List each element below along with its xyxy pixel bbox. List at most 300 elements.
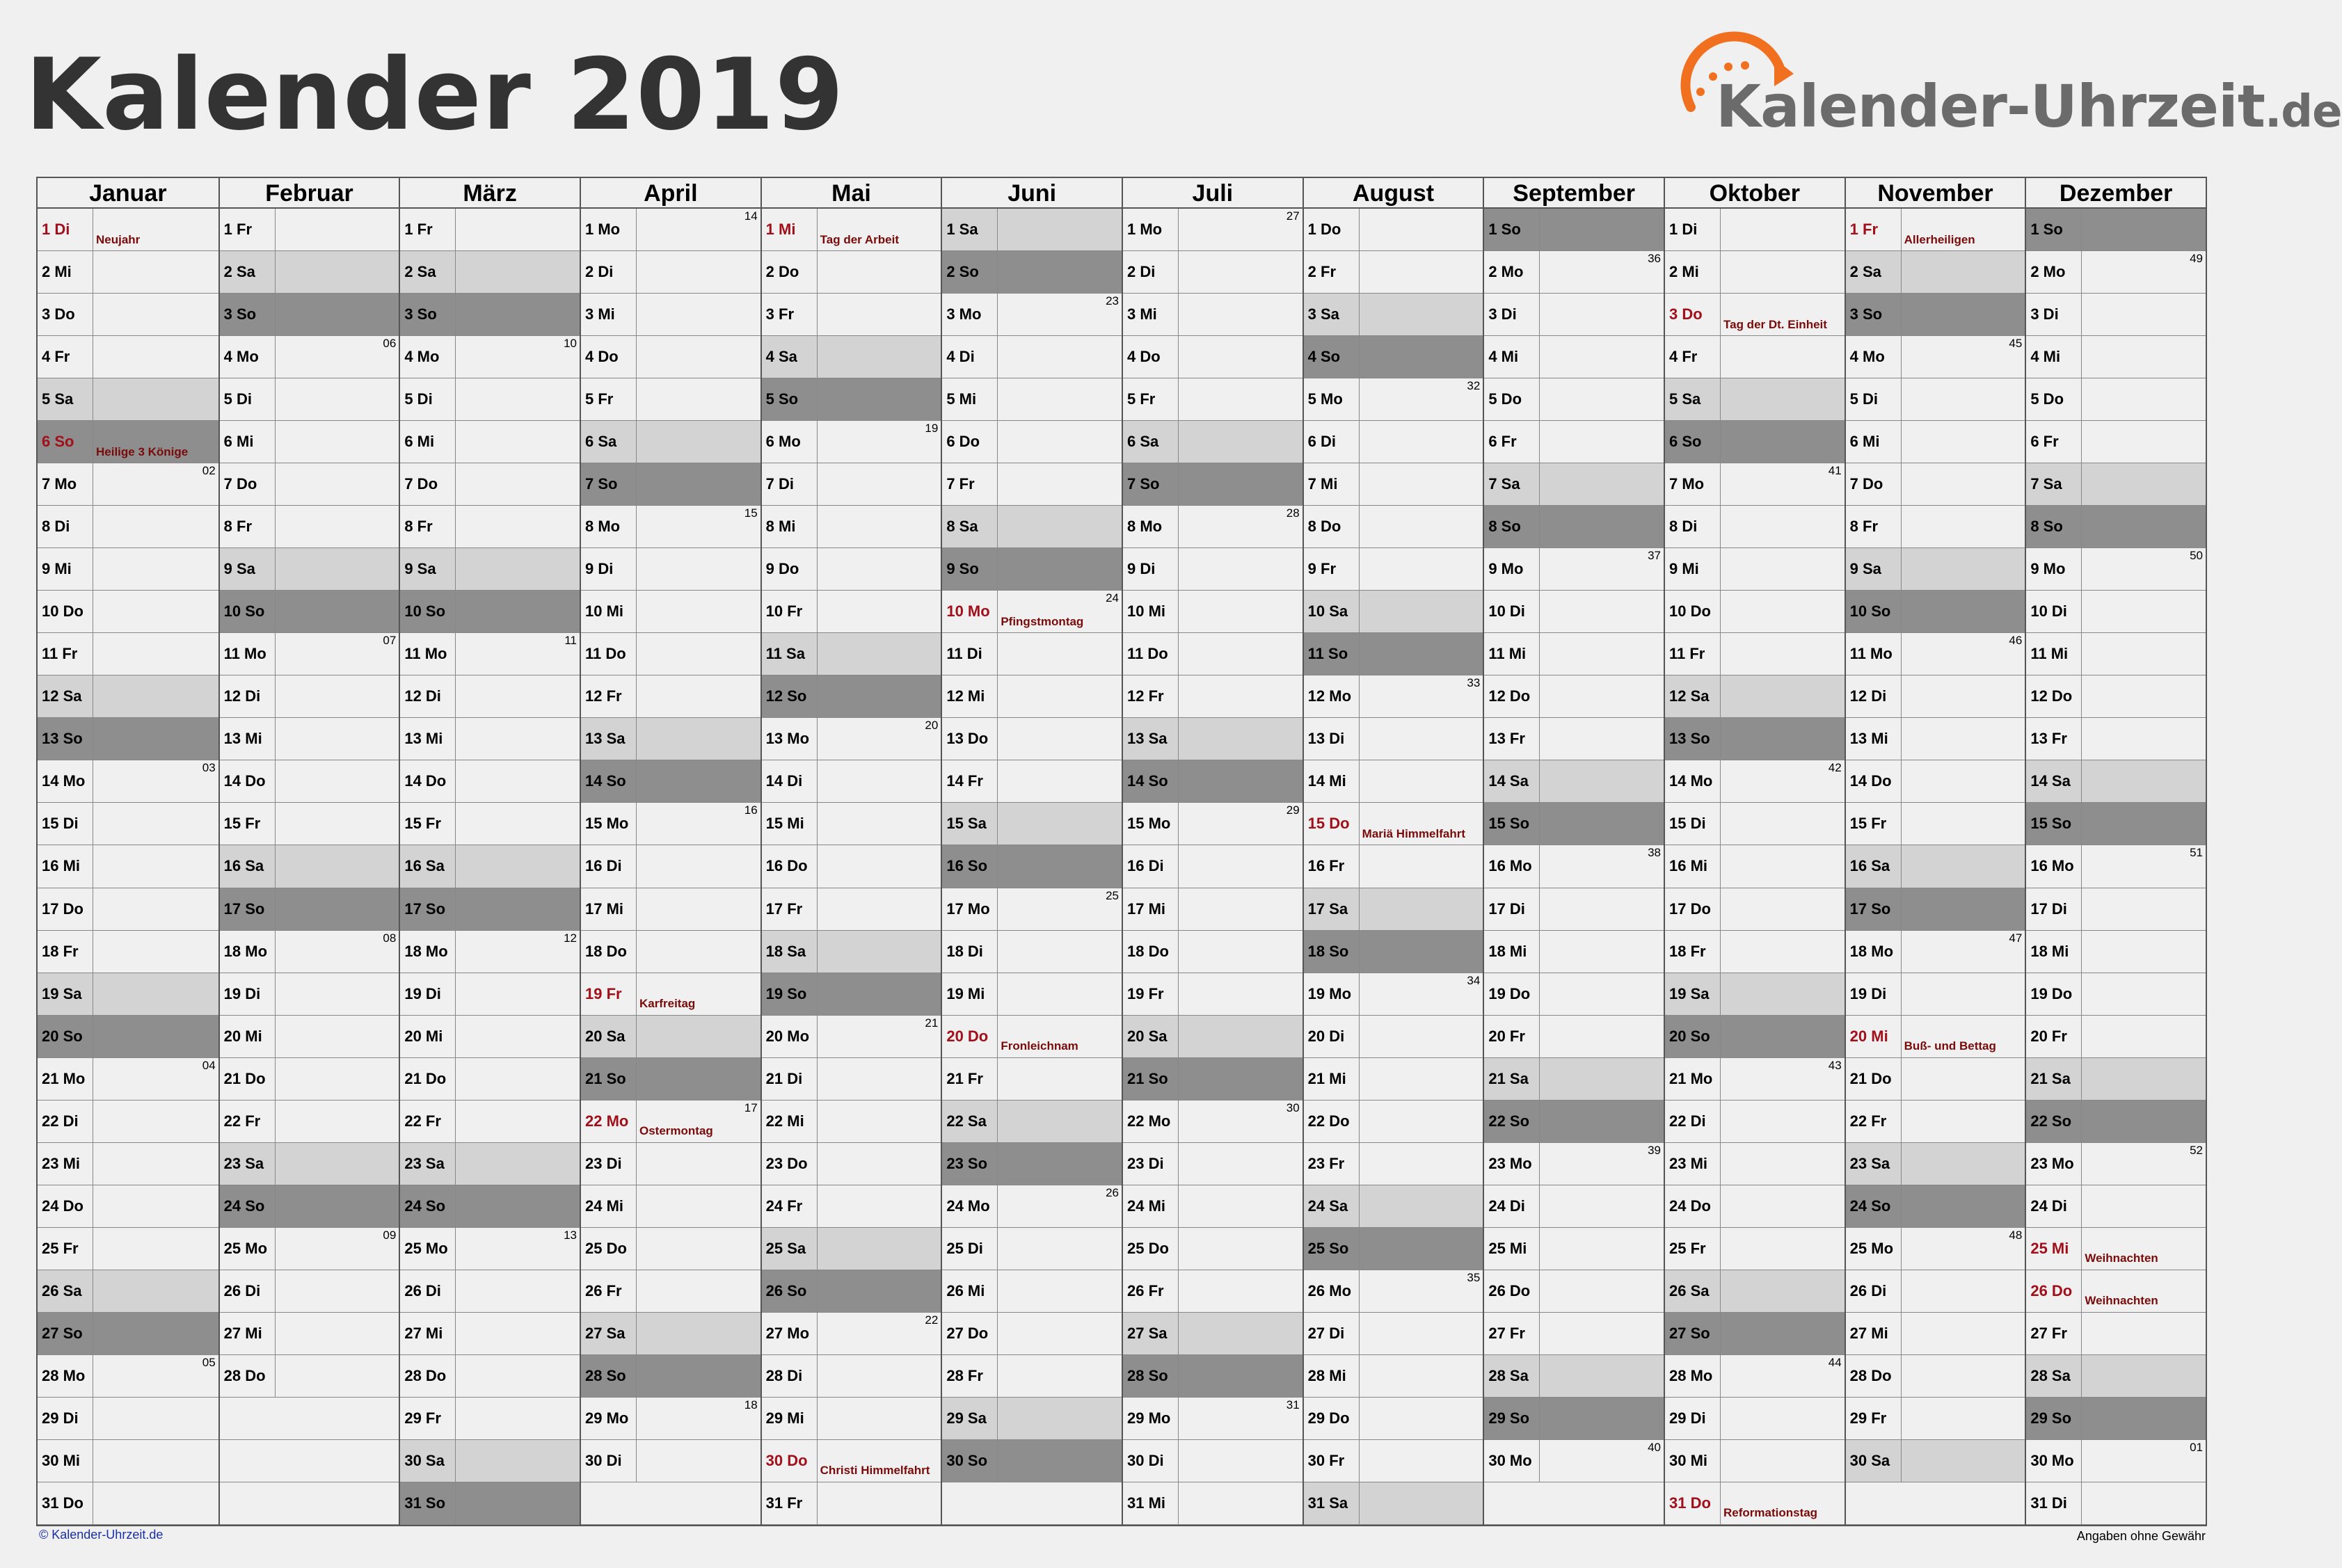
day-row[interactable] [220, 1016, 399, 1058]
day-row[interactable] [220, 251, 399, 294]
day-row[interactable] [1846, 1185, 2025, 1228]
day-row[interactable] [38, 1313, 218, 1355]
day-row[interactable] [400, 973, 580, 1016]
day-row[interactable] [38, 888, 218, 931]
day-row[interactable] [38, 294, 218, 336]
day-row[interactable] [942, 845, 1122, 888]
day-row[interactable] [1484, 675, 1664, 718]
day-row[interactable] [1484, 845, 1664, 888]
day-row[interactable] [400, 1101, 580, 1143]
day-row[interactable] [1665, 378, 1845, 421]
day-row[interactable] [1123, 1143, 1303, 1185]
day-row[interactable] [1304, 506, 1483, 548]
day-row[interactable] [38, 973, 218, 1016]
day-row[interactable] [942, 463, 1122, 506]
day-row[interactable] [38, 421, 218, 463]
day-row[interactable] [581, 931, 760, 973]
day-row[interactable] [1846, 1101, 2025, 1143]
day-row[interactable] [1665, 463, 1845, 506]
day-row[interactable] [38, 633, 218, 675]
day-row[interactable] [581, 633, 760, 675]
day-row[interactable] [2026, 548, 2206, 591]
day-row[interactable] [2026, 591, 2206, 633]
day-row[interactable] [1304, 591, 1483, 633]
day-row[interactable] [2026, 845, 2206, 888]
day-row[interactable] [1304, 845, 1483, 888]
day-row[interactable] [1304, 1058, 1483, 1101]
day-row[interactable] [220, 591, 399, 633]
day-row[interactable] [38, 378, 218, 421]
day-row[interactable] [942, 378, 1122, 421]
day-row[interactable] [1484, 506, 1664, 548]
day-row[interactable] [1665, 1355, 1845, 1398]
day-row[interactable] [1304, 294, 1483, 336]
day-row[interactable] [1123, 1101, 1303, 1143]
day-row[interactable] [1665, 803, 1845, 845]
day-row[interactable] [2026, 931, 2206, 973]
day-row[interactable] [762, 209, 941, 251]
day-row[interactable] [581, 378, 760, 421]
day-row[interactable] [762, 1355, 941, 1398]
day-row[interactable] [2026, 675, 2206, 718]
day-row[interactable] [762, 845, 941, 888]
day-row[interactable] [762, 1143, 941, 1185]
day-row[interactable] [1123, 378, 1303, 421]
day-row[interactable] [1484, 633, 1664, 675]
day-row[interactable] [1484, 1355, 1664, 1398]
day-row[interactable] [581, 1440, 760, 1482]
day-row[interactable] [762, 718, 941, 760]
day-row[interactable] [762, 888, 941, 931]
day-row[interactable] [38, 803, 218, 845]
day-row[interactable] [1123, 1355, 1303, 1398]
day-row[interactable] [762, 633, 941, 675]
day-row[interactable] [942, 1185, 1122, 1228]
day-row[interactable] [220, 633, 399, 675]
day-row[interactable] [1123, 1313, 1303, 1355]
day-row[interactable] [400, 718, 580, 760]
day-row[interactable] [400, 1355, 580, 1398]
day-row[interactable] [1665, 1058, 1845, 1101]
day-row[interactable] [1665, 633, 1845, 675]
day-row[interactable] [1665, 209, 1845, 251]
day-row[interactable] [1665, 506, 1845, 548]
day-row[interactable] [942, 421, 1122, 463]
day-row[interactable] [1304, 336, 1483, 378]
day-row[interactable] [1665, 548, 1845, 591]
day-row[interactable] [400, 1143, 580, 1185]
day-row[interactable] [1304, 760, 1483, 803]
day-row[interactable] [581, 675, 760, 718]
day-row[interactable] [581, 1101, 760, 1143]
day-row[interactable] [762, 463, 941, 506]
day-row[interactable] [1123, 336, 1303, 378]
day-row[interactable] [762, 1228, 941, 1270]
day-row[interactable] [220, 1313, 399, 1355]
day-row[interactable] [400, 1313, 580, 1355]
day-row[interactable] [942, 1101, 1122, 1143]
day-row[interactable] [2026, 251, 2206, 294]
day-row[interactable] [581, 1228, 760, 1270]
day-row[interactable] [220, 378, 399, 421]
day-row[interactable] [38, 1185, 218, 1228]
day-row[interactable] [762, 803, 941, 845]
day-row[interactable] [1123, 1482, 1303, 1525]
day-row[interactable] [400, 209, 580, 251]
day-row[interactable] [1846, 421, 2025, 463]
day-row[interactable] [1846, 1058, 2025, 1101]
day-row[interactable] [220, 845, 399, 888]
day-row[interactable] [1846, 378, 2025, 421]
day-row[interactable] [762, 1270, 941, 1313]
day-row[interactable] [581, 1143, 760, 1185]
day-row[interactable] [2026, 1355, 2206, 1398]
day-row[interactable] [942, 1143, 1122, 1185]
day-row[interactable] [581, 506, 760, 548]
day-row[interactable] [581, 251, 760, 294]
day-row[interactable] [942, 633, 1122, 675]
day-row[interactable] [400, 633, 580, 675]
day-row[interactable] [1846, 336, 2025, 378]
day-row[interactable] [581, 421, 760, 463]
day-row[interactable] [400, 931, 580, 973]
day-row[interactable] [38, 251, 218, 294]
day-row[interactable] [1484, 463, 1664, 506]
day-row[interactable] [1846, 803, 2025, 845]
day-row[interactable] [1846, 675, 2025, 718]
day-row[interactable] [2026, 1058, 2206, 1101]
day-row[interactable] [942, 1270, 1122, 1313]
day-row[interactable] [2026, 421, 2206, 463]
day-row[interactable] [1665, 845, 1845, 888]
day-row[interactable] [400, 548, 580, 591]
day-row[interactable] [400, 1016, 580, 1058]
day-row[interactable] [1123, 294, 1303, 336]
day-row[interactable] [762, 1313, 941, 1355]
day-row[interactable] [1123, 463, 1303, 506]
day-row[interactable] [942, 548, 1122, 591]
day-row[interactable] [581, 845, 760, 888]
logo[interactable] [1670, 31, 2342, 149]
day-row[interactable] [38, 1398, 218, 1440]
day-row[interactable] [762, 760, 941, 803]
day-row[interactable] [581, 1016, 760, 1058]
day-row[interactable] [942, 294, 1122, 336]
day-row[interactable] [1304, 888, 1483, 931]
day-row[interactable] [1123, 548, 1303, 591]
day-row[interactable] [942, 888, 1122, 931]
day-row[interactable] [220, 1270, 399, 1313]
day-row[interactable] [1304, 1440, 1483, 1482]
day-row[interactable] [38, 1440, 218, 1482]
day-row[interactable] [220, 294, 399, 336]
day-row[interactable] [942, 591, 1122, 633]
day-row[interactable] [220, 718, 399, 760]
day-row[interactable] [1484, 1016, 1664, 1058]
day-row[interactable] [1484, 1143, 1664, 1185]
day-row[interactable] [1304, 1228, 1483, 1270]
day-row[interactable] [38, 931, 218, 973]
day-row[interactable] [1846, 548, 2025, 591]
day-row[interactable] [38, 506, 218, 548]
day-row[interactable] [400, 1228, 580, 1270]
day-row[interactable] [581, 803, 760, 845]
day-row[interactable] [400, 1270, 580, 1313]
day-row[interactable] [762, 251, 941, 294]
day-row[interactable] [581, 209, 760, 251]
day-row[interactable] [2026, 1143, 2206, 1185]
day-row[interactable] [1846, 845, 2025, 888]
day-row[interactable] [1123, 845, 1303, 888]
day-row[interactable] [1484, 803, 1664, 845]
day-row[interactable] [1304, 1270, 1483, 1313]
day-row[interactable] [1304, 718, 1483, 760]
day-row[interactable] [762, 1058, 941, 1101]
day-row[interactable] [400, 1440, 580, 1482]
day-row[interactable] [581, 1270, 760, 1313]
day-row[interactable] [400, 463, 580, 506]
day-row[interactable] [581, 973, 760, 1016]
day-row[interactable] [1846, 209, 2025, 251]
day-row[interactable] [1484, 760, 1664, 803]
day-row[interactable] [1484, 336, 1664, 378]
day-row[interactable] [1123, 675, 1303, 718]
day-row[interactable] [1846, 760, 2025, 803]
day-row[interactable] [2026, 718, 2206, 760]
day-row[interactable] [1123, 591, 1303, 633]
day-row[interactable] [762, 675, 941, 718]
day-row[interactable] [1846, 888, 2025, 931]
day-row[interactable] [1665, 888, 1845, 931]
day-row[interactable] [400, 506, 580, 548]
day-row[interactable] [581, 1398, 760, 1440]
day-row[interactable] [38, 1058, 218, 1101]
day-row[interactable] [1484, 378, 1664, 421]
day-row[interactable] [762, 591, 941, 633]
day-row[interactable] [400, 1058, 580, 1101]
day-row[interactable] [1665, 675, 1845, 718]
day-row[interactable] [1123, 421, 1303, 463]
day-row[interactable] [2026, 1016, 2206, 1058]
day-row[interactable] [581, 1355, 760, 1398]
day-row[interactable] [1846, 718, 2025, 760]
day-row[interactable] [762, 1016, 941, 1058]
day-row[interactable] [1304, 633, 1483, 675]
day-row[interactable] [1304, 209, 1483, 251]
day-row[interactable] [1484, 294, 1664, 336]
day-row[interactable] [1304, 421, 1483, 463]
day-row[interactable] [38, 760, 218, 803]
day-row[interactable] [38, 1101, 218, 1143]
day-row[interactable] [1665, 294, 1845, 336]
day-row[interactable] [1665, 1313, 1845, 1355]
day-row[interactable] [38, 209, 218, 251]
day-row[interactable] [400, 675, 580, 718]
day-row[interactable] [1846, 251, 2025, 294]
day-row[interactable] [1846, 1440, 2025, 1482]
day-row[interactable] [1484, 209, 1664, 251]
day-row[interactable] [1123, 1270, 1303, 1313]
day-row[interactable] [762, 336, 941, 378]
day-row[interactable] [581, 718, 760, 760]
day-row[interactable] [400, 760, 580, 803]
day-row[interactable] [1846, 931, 2025, 973]
day-row[interactable] [2026, 463, 2206, 506]
day-row[interactable] [1304, 548, 1483, 591]
day-row[interactable] [2026, 1313, 2206, 1355]
day-row[interactable] [2026, 378, 2206, 421]
day-row[interactable] [581, 760, 760, 803]
day-row[interactable] [1665, 251, 1845, 294]
day-row[interactable] [942, 1313, 1122, 1355]
day-row[interactable] [400, 591, 580, 633]
day-row[interactable] [942, 1398, 1122, 1440]
day-row[interactable] [942, 1355, 1122, 1398]
day-row[interactable] [220, 1228, 399, 1270]
day-row[interactable] [220, 336, 399, 378]
day-row[interactable] [942, 336, 1122, 378]
day-row[interactable] [38, 845, 218, 888]
day-row[interactable] [762, 378, 941, 421]
day-row[interactable] [1304, 1355, 1483, 1398]
day-row[interactable] [1123, 633, 1303, 675]
day-row[interactable] [38, 718, 218, 760]
day-row[interactable] [762, 1101, 941, 1143]
day-row[interactable] [1123, 1185, 1303, 1228]
day-row[interactable] [1484, 1398, 1664, 1440]
day-row[interactable] [581, 1185, 760, 1228]
copyright-link[interactable]: © Kalender-Uhrzeit.de [39, 1528, 164, 1542]
day-row[interactable] [400, 888, 580, 931]
day-row[interactable] [942, 1016, 1122, 1058]
day-row[interactable] [1665, 718, 1845, 760]
day-row[interactable] [1665, 336, 1845, 378]
day-row[interactable] [942, 1058, 1122, 1101]
day-row[interactable] [762, 973, 941, 1016]
day-row[interactable] [942, 209, 1122, 251]
day-row[interactable] [942, 506, 1122, 548]
day-row[interactable] [1846, 1016, 2025, 1058]
day-row[interactable] [1846, 591, 2025, 633]
day-row[interactable] [1304, 251, 1483, 294]
day-row[interactable] [1846, 463, 2025, 506]
day-row[interactable] [2026, 209, 2206, 251]
day-row[interactable] [400, 251, 580, 294]
day-row[interactable] [2026, 803, 2206, 845]
day-row[interactable] [581, 548, 760, 591]
day-row[interactable] [1123, 1058, 1303, 1101]
day-row[interactable] [1846, 1270, 2025, 1313]
day-row[interactable] [1665, 973, 1845, 1016]
day-row[interactable] [2026, 1185, 2206, 1228]
day-row[interactable] [942, 1228, 1122, 1270]
day-row[interactable] [1123, 760, 1303, 803]
day-row[interactable] [1846, 633, 2025, 675]
day-row[interactable] [581, 294, 760, 336]
day-row[interactable] [762, 548, 941, 591]
day-row[interactable] [1304, 378, 1483, 421]
day-row[interactable] [220, 421, 399, 463]
day-row[interactable] [1846, 973, 2025, 1016]
day-row[interactable] [942, 251, 1122, 294]
day-row[interactable] [38, 1355, 218, 1398]
day-row[interactable] [38, 1016, 218, 1058]
day-row[interactable] [1304, 1185, 1483, 1228]
day-row[interactable] [1123, 803, 1303, 845]
day-row[interactable] [220, 209, 399, 251]
day-row[interactable] [220, 1143, 399, 1185]
day-row[interactable] [942, 760, 1122, 803]
day-row[interactable] [1304, 973, 1483, 1016]
day-row[interactable] [1123, 506, 1303, 548]
day-row[interactable] [220, 760, 399, 803]
day-row[interactable] [1665, 1185, 1845, 1228]
day-row[interactable] [581, 463, 760, 506]
day-row[interactable] [1665, 1440, 1845, 1482]
day-row[interactable] [762, 1440, 941, 1482]
day-row[interactable] [942, 931, 1122, 973]
day-row[interactable] [2026, 633, 2206, 675]
day-row[interactable] [2026, 1270, 2206, 1313]
day-row[interactable] [762, 1398, 941, 1440]
day-row[interactable] [1846, 506, 2025, 548]
day-row[interactable] [1665, 1482, 1845, 1525]
day-row[interactable] [400, 1185, 580, 1228]
day-row[interactable] [1846, 1355, 2025, 1398]
day-row[interactable] [942, 803, 1122, 845]
day-row[interactable] [1484, 1101, 1664, 1143]
day-row[interactable] [1484, 421, 1664, 463]
day-row[interactable] [220, 1185, 399, 1228]
day-row[interactable] [220, 803, 399, 845]
day-row[interactable] [762, 506, 941, 548]
day-row[interactable] [581, 1313, 760, 1355]
day-row[interactable] [1846, 1228, 2025, 1270]
day-row[interactable] [220, 548, 399, 591]
day-row[interactable] [1484, 251, 1664, 294]
day-row[interactable] [38, 1143, 218, 1185]
day-row[interactable] [942, 973, 1122, 1016]
day-row[interactable] [1304, 931, 1483, 973]
day-row[interactable] [2026, 973, 2206, 1016]
day-row[interactable] [38, 548, 218, 591]
day-row[interactable] [762, 294, 941, 336]
day-row[interactable] [1304, 675, 1483, 718]
day-row[interactable] [1484, 1228, 1664, 1270]
day-row[interactable] [1484, 1440, 1664, 1482]
day-row[interactable] [1304, 1143, 1483, 1185]
day-row[interactable] [1846, 1143, 2025, 1185]
day-row[interactable] [1484, 931, 1664, 973]
day-row[interactable] [2026, 1101, 2206, 1143]
day-row[interactable] [220, 973, 399, 1016]
day-row[interactable] [2026, 888, 2206, 931]
day-row[interactable] [220, 463, 399, 506]
day-row[interactable] [1484, 718, 1664, 760]
day-row[interactable] [942, 675, 1122, 718]
day-row[interactable] [1123, 931, 1303, 973]
day-row[interactable] [1665, 591, 1845, 633]
day-row[interactable] [1665, 1143, 1845, 1185]
day-row[interactable] [38, 1228, 218, 1270]
day-row[interactable] [38, 1270, 218, 1313]
day-row[interactable] [1665, 760, 1845, 803]
day-row[interactable] [400, 803, 580, 845]
day-row[interactable] [1846, 1313, 2025, 1355]
day-row[interactable] [2026, 294, 2206, 336]
day-row[interactable] [38, 675, 218, 718]
day-row[interactable] [1304, 1482, 1483, 1525]
